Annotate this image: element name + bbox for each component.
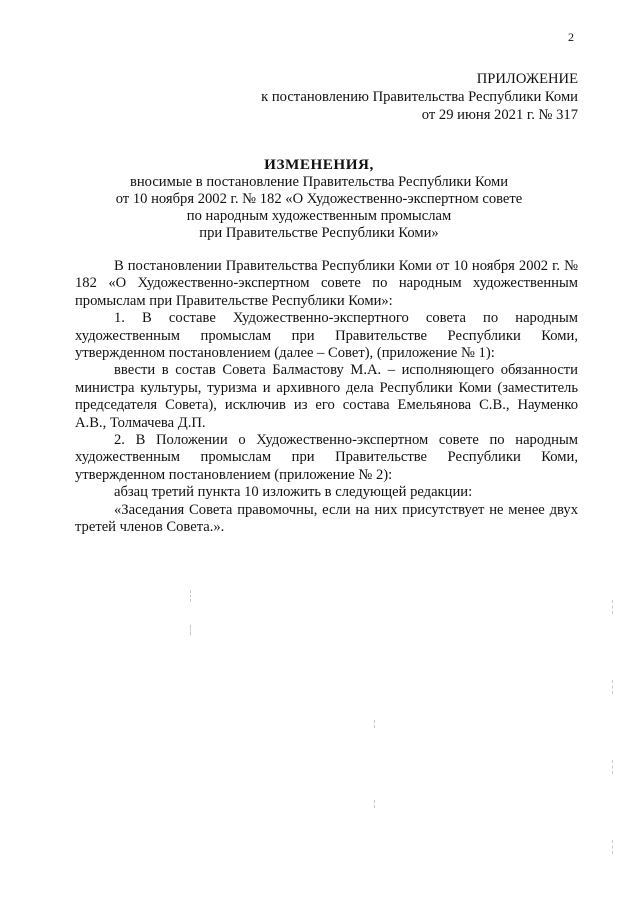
paragraph-item-1: 1. В составе Художественно-экспертного совета по народным художественным промыслам при Правительстве Республики Коми, утвержденном постановлением (далее – Совет), (приложение № 1): (75, 310, 578, 362)
heading-line-4: при Правительстве Республики Коми» (199, 225, 439, 241)
document-heading (60, 156, 578, 242)
heading-line-3: по народным художественным промыслам (186, 208, 452, 224)
page-number: 2 (568, 30, 574, 44)
document-body (75, 258, 578, 537)
scan-artifact (612, 760, 613, 774)
scan-artifact (612, 840, 613, 854)
appendix-line-resolution: к постановлению Правительства Республики Коми (261, 89, 578, 105)
paragraph-item-2-instruction: абзац третий пункта 10 изложить в следующей редакции: (114, 484, 473, 501)
heading-line-2: от 10 ноября 2002 г. № 182 «О Художественно-экспертном совете (115, 191, 523, 207)
paragraph-item-2: 2. В Положении о Художественно-экспертном совете по народным художественным промыслам при Правительстве Республики Коми, утвержденном постановлением (приложение № 2): (75, 432, 578, 483)
heading-line-1: вносимые в постановление Правительства Республики Коми (129, 174, 509, 190)
scan-artifact (374, 800, 375, 808)
paragraph-intro: В постановлении Правительства Республики Коми от 10 ноября 2002 г. № 182 «О Художественно-экспертном совете по народным художественным промыслам при Правительстве Республики Коми»: (75, 258, 578, 309)
scan-artifact (190, 590, 191, 602)
paragraph-item-2-quote: «Заседания Совета правомочны, если на них присутствует не менее двух третей членов Совета.». (75, 501, 578, 536)
scan-artifact (612, 680, 613, 694)
scan-artifact (374, 720, 375, 728)
paragraph-item-1-text: ввести в состав Совета Балмастову М.А. – исполняющего обязанности министра культуры, туризма и архивного дела Республики Коми (заместитель председателя Совета), исключив из его состава Емельянова С.В., Науменко А.В., Толмачева Д.П. (75, 362, 578, 431)
appendix-title: ПРИЛОЖЕНИЕ (476, 71, 578, 87)
scan-artifact (612, 600, 613, 614)
appendix-header (261, 70, 578, 124)
heading-title: ИЗМЕНЕНИЯ, (264, 156, 374, 173)
scan-artifact (190, 625, 191, 635)
appendix-line-date: от 29 июня 2021 г. № 317 (421, 107, 578, 123)
